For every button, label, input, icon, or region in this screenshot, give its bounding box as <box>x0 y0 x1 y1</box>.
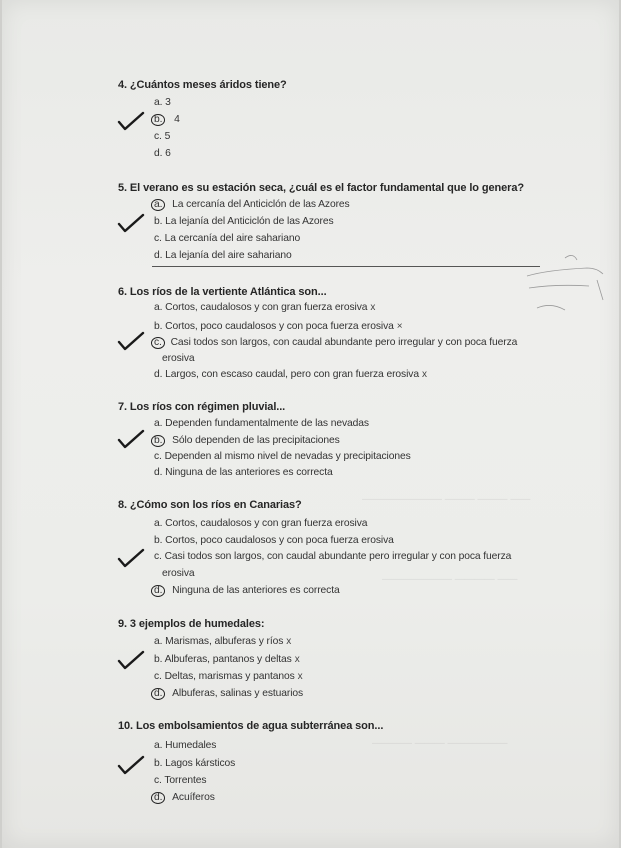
circled-letter: a. <box>151 199 165 211</box>
q5-option-a-text: La cercanía del Anticiclón de las Azores <box>172 199 350 210</box>
q4-option-c: c. 5 <box>154 131 171 142</box>
circled-letter: b. <box>151 114 165 126</box>
cross-mark: × <box>396 321 403 332</box>
question-5-title: 5. El verano es su estación seca, ¿cuál es el factor fundamental que lo genera? <box>118 182 524 194</box>
pencil-scribble <box>517 240 617 320</box>
q10-option-d-text: Acuíferos <box>172 792 215 803</box>
q9-option-b <box>154 654 300 665</box>
q6-option-b <box>154 321 403 332</box>
q5-option-c: c. La cercanía del aire sahariano <box>154 233 301 244</box>
bleed-through-text: ———— ——— —————— <box>372 738 508 749</box>
circled-letter: c. <box>151 337 165 349</box>
q4-option-b-text: 4 <box>174 114 180 125</box>
q9-option-b-text: b. Albuferas, pantanos y deltas <box>154 654 292 665</box>
checkmark-icon <box>116 428 146 452</box>
q8-option-d-text: Ninguna de las anteriores es correcta <box>172 585 340 596</box>
cross-mark: x <box>297 671 303 682</box>
q6-option-a-text: a. Cortos, caudalosos y con gran fuerza erosiva <box>154 302 368 313</box>
q4-option-b <box>154 114 180 126</box>
q10-option-b: b. Lagos kársticos <box>154 758 236 769</box>
q7-option-b <box>154 435 340 447</box>
underline-rule <box>152 266 540 267</box>
question-8-title: 8. ¿Cómo son los ríos en Canarias? <box>118 499 302 511</box>
q9-option-c <box>154 671 303 682</box>
cross-mark: x <box>286 636 292 647</box>
bleed-through-text: ———————— ——— ——— —— <box>362 494 531 505</box>
cross-mark: x <box>294 654 300 665</box>
q10-option-a: a. Humedales <box>154 740 217 751</box>
checkmark-icon <box>116 649 146 673</box>
checkmark-icon <box>116 330 146 354</box>
question-10-title: 10. Los embolsamientos de agua subterránea son... <box>118 720 384 732</box>
q6-option-c-cont: erosiva <box>162 353 195 364</box>
q9-option-c-text: c. Deltas, marismas y pantanos <box>154 671 295 682</box>
checkmark-icon <box>116 754 146 778</box>
question-4-title: 4. ¿Cuántos meses áridos tiene? <box>118 79 287 91</box>
q8-option-c: c. Casi todos son largos, con caudal abundante pero irregular y con poca fuerza <box>154 551 512 562</box>
checkmark-icon <box>116 110 146 134</box>
q6-option-c-text: Casi todos son largos, con caudal abundante pero irregular y con poca fuerza <box>170 337 518 348</box>
circled-letter: d. <box>151 585 165 597</box>
q4-option-d: d. 6 <box>154 148 171 159</box>
q6-option-a <box>154 302 375 313</box>
q5-option-d: d. La lejanía del aire sahariano <box>154 250 292 261</box>
q9-option-a <box>154 636 291 647</box>
q6-option-d-text: d. Largos, con escaso caudal, pero con gran fuerza erosiva <box>154 369 419 380</box>
q4-option-a: a. 3 <box>154 97 171 108</box>
q8-option-c-cont: erosiva <box>162 568 195 579</box>
q7-option-d: d. Ninguna de las anteriores es correcta <box>154 467 333 478</box>
circled-letter: b. <box>151 435 165 447</box>
circled-letter: d. <box>151 688 165 700</box>
q10-option-c: c. Torrentes <box>154 775 207 786</box>
q9-option-d-text: Albuferas, salinas y estuarios <box>172 688 304 699</box>
checkmark-icon <box>116 547 146 571</box>
q7-option-c: c. Dependen al mismo nivel de nevadas y precipitaciones <box>154 451 411 462</box>
circled-letter: d. <box>151 792 165 804</box>
q7-option-a: a. Dependen fundamentalmente de las nevadas <box>154 418 369 429</box>
q8-option-a: a. Cortos, caudalosos y con gran fuerza erosiva <box>154 518 368 529</box>
q5-option-b: b. La lejanía del Anticiclón de las Azores <box>154 216 334 227</box>
question-9-title: 9. 3 ejemplos de humedales: <box>118 618 265 630</box>
q9-option-d <box>154 688 303 700</box>
q5-option-a <box>154 199 350 211</box>
q6-option-d <box>154 369 427 380</box>
q7-option-b-text: Sólo dependen de las precipitaciones <box>172 435 340 446</box>
checkmark-icon <box>116 212 146 236</box>
exam-sheet <box>2 0 619 848</box>
q10-option-d <box>154 792 215 804</box>
q8-option-d <box>154 585 340 597</box>
q6-option-c <box>154 337 517 349</box>
cross-mark: x <box>421 369 427 380</box>
q6-option-b-text: b. Cortos, poco caudalosos y con poca fuerza erosiva <box>154 321 394 332</box>
bleed-through-text: ——————— ———— —— <box>382 574 518 585</box>
q9-option-a-text: a. Marismas, albuferas y ríos <box>154 636 284 647</box>
q8-option-b: b. Cortos, poco caudalosos y con poca fuerza erosiva <box>154 535 394 546</box>
cross-mark: x <box>370 302 376 313</box>
question-7-title: 7. Los ríos con régimen pluvial... <box>118 401 286 413</box>
question-6-title: 6. Los ríos de la vertiente Atlántica son... <box>118 286 327 298</box>
